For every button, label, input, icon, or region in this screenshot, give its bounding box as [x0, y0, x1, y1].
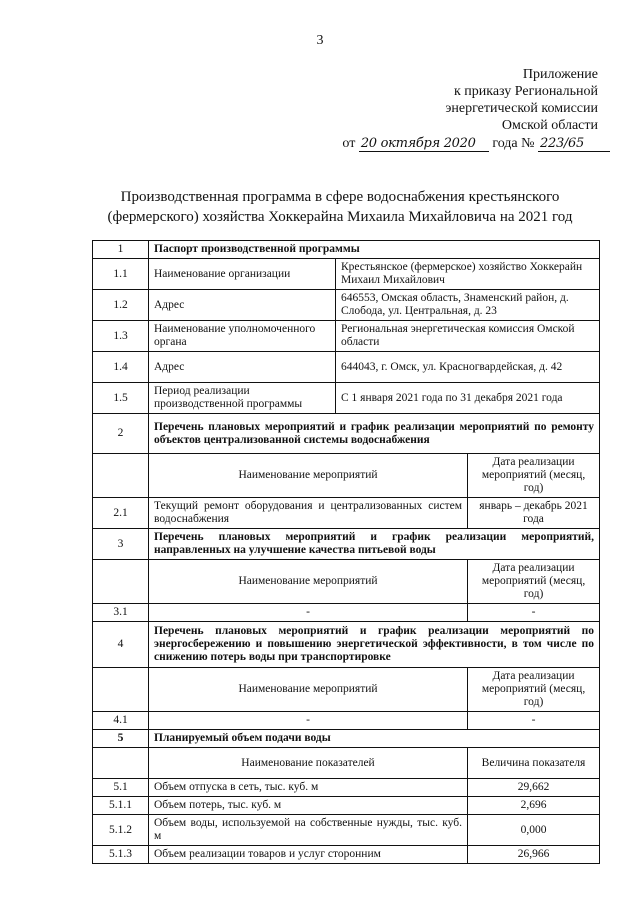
row-name: Объем потерь, тыс. куб. м [149, 797, 468, 815]
appendix-line: Приложение [522, 67, 598, 82]
empty-cell [93, 560, 149, 604]
row-number: 1.1 [93, 259, 149, 290]
table-row [93, 712, 600, 730]
column-header-date: Дата реализации мероприятий (месяц, год) [468, 454, 600, 498]
column-header-name: Наименование показателей [149, 748, 468, 779]
row-name: Объем воды, используемой на собственные нужды, тыс. куб. м [149, 815, 468, 846]
row-date: - [468, 712, 600, 730]
row-value: 644043, г. Омск, ул. Красногвардейская, д. 42 [336, 352, 600, 383]
row-date: январь – декабрь 2021 года [468, 498, 600, 529]
row-value: 29,662 [468, 779, 600, 797]
appendix-line: к приказу Региональной [453, 84, 598, 99]
column-header-row [93, 748, 600, 779]
row-number: 2.1 [93, 498, 149, 529]
column-header-row [93, 560, 600, 604]
section-header-row [93, 622, 600, 668]
section-heading: Паспорт производственной программы [149, 241, 600, 259]
row-number: 1.2 [93, 290, 149, 321]
column-header-value: Величина показателя [468, 748, 600, 779]
row-label: Адрес [149, 290, 336, 321]
column-header-name: Наименование мероприятий [149, 454, 468, 498]
row-name: - [149, 604, 468, 622]
section-header-row [93, 241, 600, 259]
section-header-row [93, 529, 600, 560]
from-label: от [342, 136, 356, 151]
row-number: 1.5 [93, 383, 149, 414]
section-number: 1 [93, 241, 149, 259]
table-row [93, 352, 600, 383]
section-heading: Перечень плановых мероприятий и график реализации мероприятий, направленных на улучшение качества питьевой воды [149, 529, 600, 560]
column-header-date: Дата реализации мероприятий (месяц, год) [468, 560, 600, 604]
section-heading: Планируемый объем подачи воды [149, 730, 600, 748]
column-header-date: Дата реализации мероприятий (месяц, год) [468, 668, 600, 712]
row-label: Адрес [149, 352, 336, 383]
page-number: 3 [316, 33, 324, 48]
order-date-line [342, 136, 610, 152]
row-value: Региональная энергетическая комиссия Омской области [336, 321, 600, 352]
table-row [93, 259, 600, 290]
table-row [93, 604, 600, 622]
section-heading: Перечень плановых мероприятий и график реализации мероприятий по ремонту объектов централизованной системы водоснабжения [149, 414, 600, 454]
row-name: Объем реализации товаров и услуг сторонним [149, 846, 468, 864]
table-row [93, 383, 600, 414]
title-line: (фермерского) хозяйства Хоккерайна Михаила Михайловича на 2021 год [107, 209, 573, 225]
row-value: 2,696 [468, 797, 600, 815]
table-row [93, 498, 600, 529]
section-header-row [93, 730, 600, 748]
row-label: Наименование организации [149, 259, 336, 290]
production-program-table [92, 240, 600, 864]
row-number: 1.4 [93, 352, 149, 383]
row-number: 5.1.2 [93, 815, 149, 846]
section-header-row [93, 414, 600, 454]
empty-cell [93, 748, 149, 779]
appendix-line: Омской области [501, 118, 598, 133]
section-number: 5 [93, 730, 149, 748]
table-row [93, 815, 600, 846]
title-line: Производственная программа в сфере водоснабжения крестьянского [120, 189, 560, 205]
table-row [93, 797, 600, 815]
column-header-name: Наименование мероприятий [149, 668, 468, 712]
row-label: Наименование уполномоченного органа [149, 321, 336, 352]
row-value: 26,966 [468, 846, 600, 864]
row-value: 0,000 [468, 815, 600, 846]
table-row [93, 290, 600, 321]
empty-cell [93, 668, 149, 712]
table-row [93, 321, 600, 352]
section-heading: Перечень плановых мероприятий и график реализации мероприятий по энергосбережению и повышению энергетической эффективности, в том числе по снижению потерь воды при транспортировке [149, 622, 600, 668]
appendix-block [445, 66, 598, 134]
table-row [93, 779, 600, 797]
column-header-row [93, 454, 600, 498]
year-label: года № [492, 136, 535, 151]
row-number: 5.1.1 [93, 797, 149, 815]
empty-cell [93, 454, 149, 498]
document-title [60, 187, 620, 227]
row-name: Объем отпуска в сеть, тыс. куб. м [149, 779, 468, 797]
section-number: 3 [93, 529, 149, 560]
section-number: 4 [93, 622, 149, 668]
appendix-line: энергетической комиссии [445, 101, 598, 116]
row-number: 4.1 [93, 712, 149, 730]
table-row [93, 846, 600, 864]
row-value: Крестьянское (фермерское) хозяйство Хоккерайн Михаил Михайлович [336, 259, 600, 290]
row-name: - [149, 712, 468, 730]
column-header-name: Наименование мероприятий [149, 560, 468, 604]
row-number: 5.1 [93, 779, 149, 797]
row-number: 3.1 [93, 604, 149, 622]
handwritten-order-number: 223/65 [538, 136, 610, 152]
row-value: С 1 января 2021 года по 31 декабря 2021 года [336, 383, 600, 414]
column-header-row [93, 668, 600, 712]
row-number: 5.1.3 [93, 846, 149, 864]
row-name: Текущий ремонт оборудования и централизованных систем водоснабжения [149, 498, 468, 529]
row-value: 646553, Омская область, Знаменский район, д. Слобода, ул. Центральная, д. 23 [336, 290, 600, 321]
row-label: Период реализации производственной программы [149, 383, 336, 414]
handwritten-date: 20 октября 2020 [359, 136, 489, 152]
section-number: 2 [93, 414, 149, 454]
row-number: 1.3 [93, 321, 149, 352]
row-date: - [468, 604, 600, 622]
